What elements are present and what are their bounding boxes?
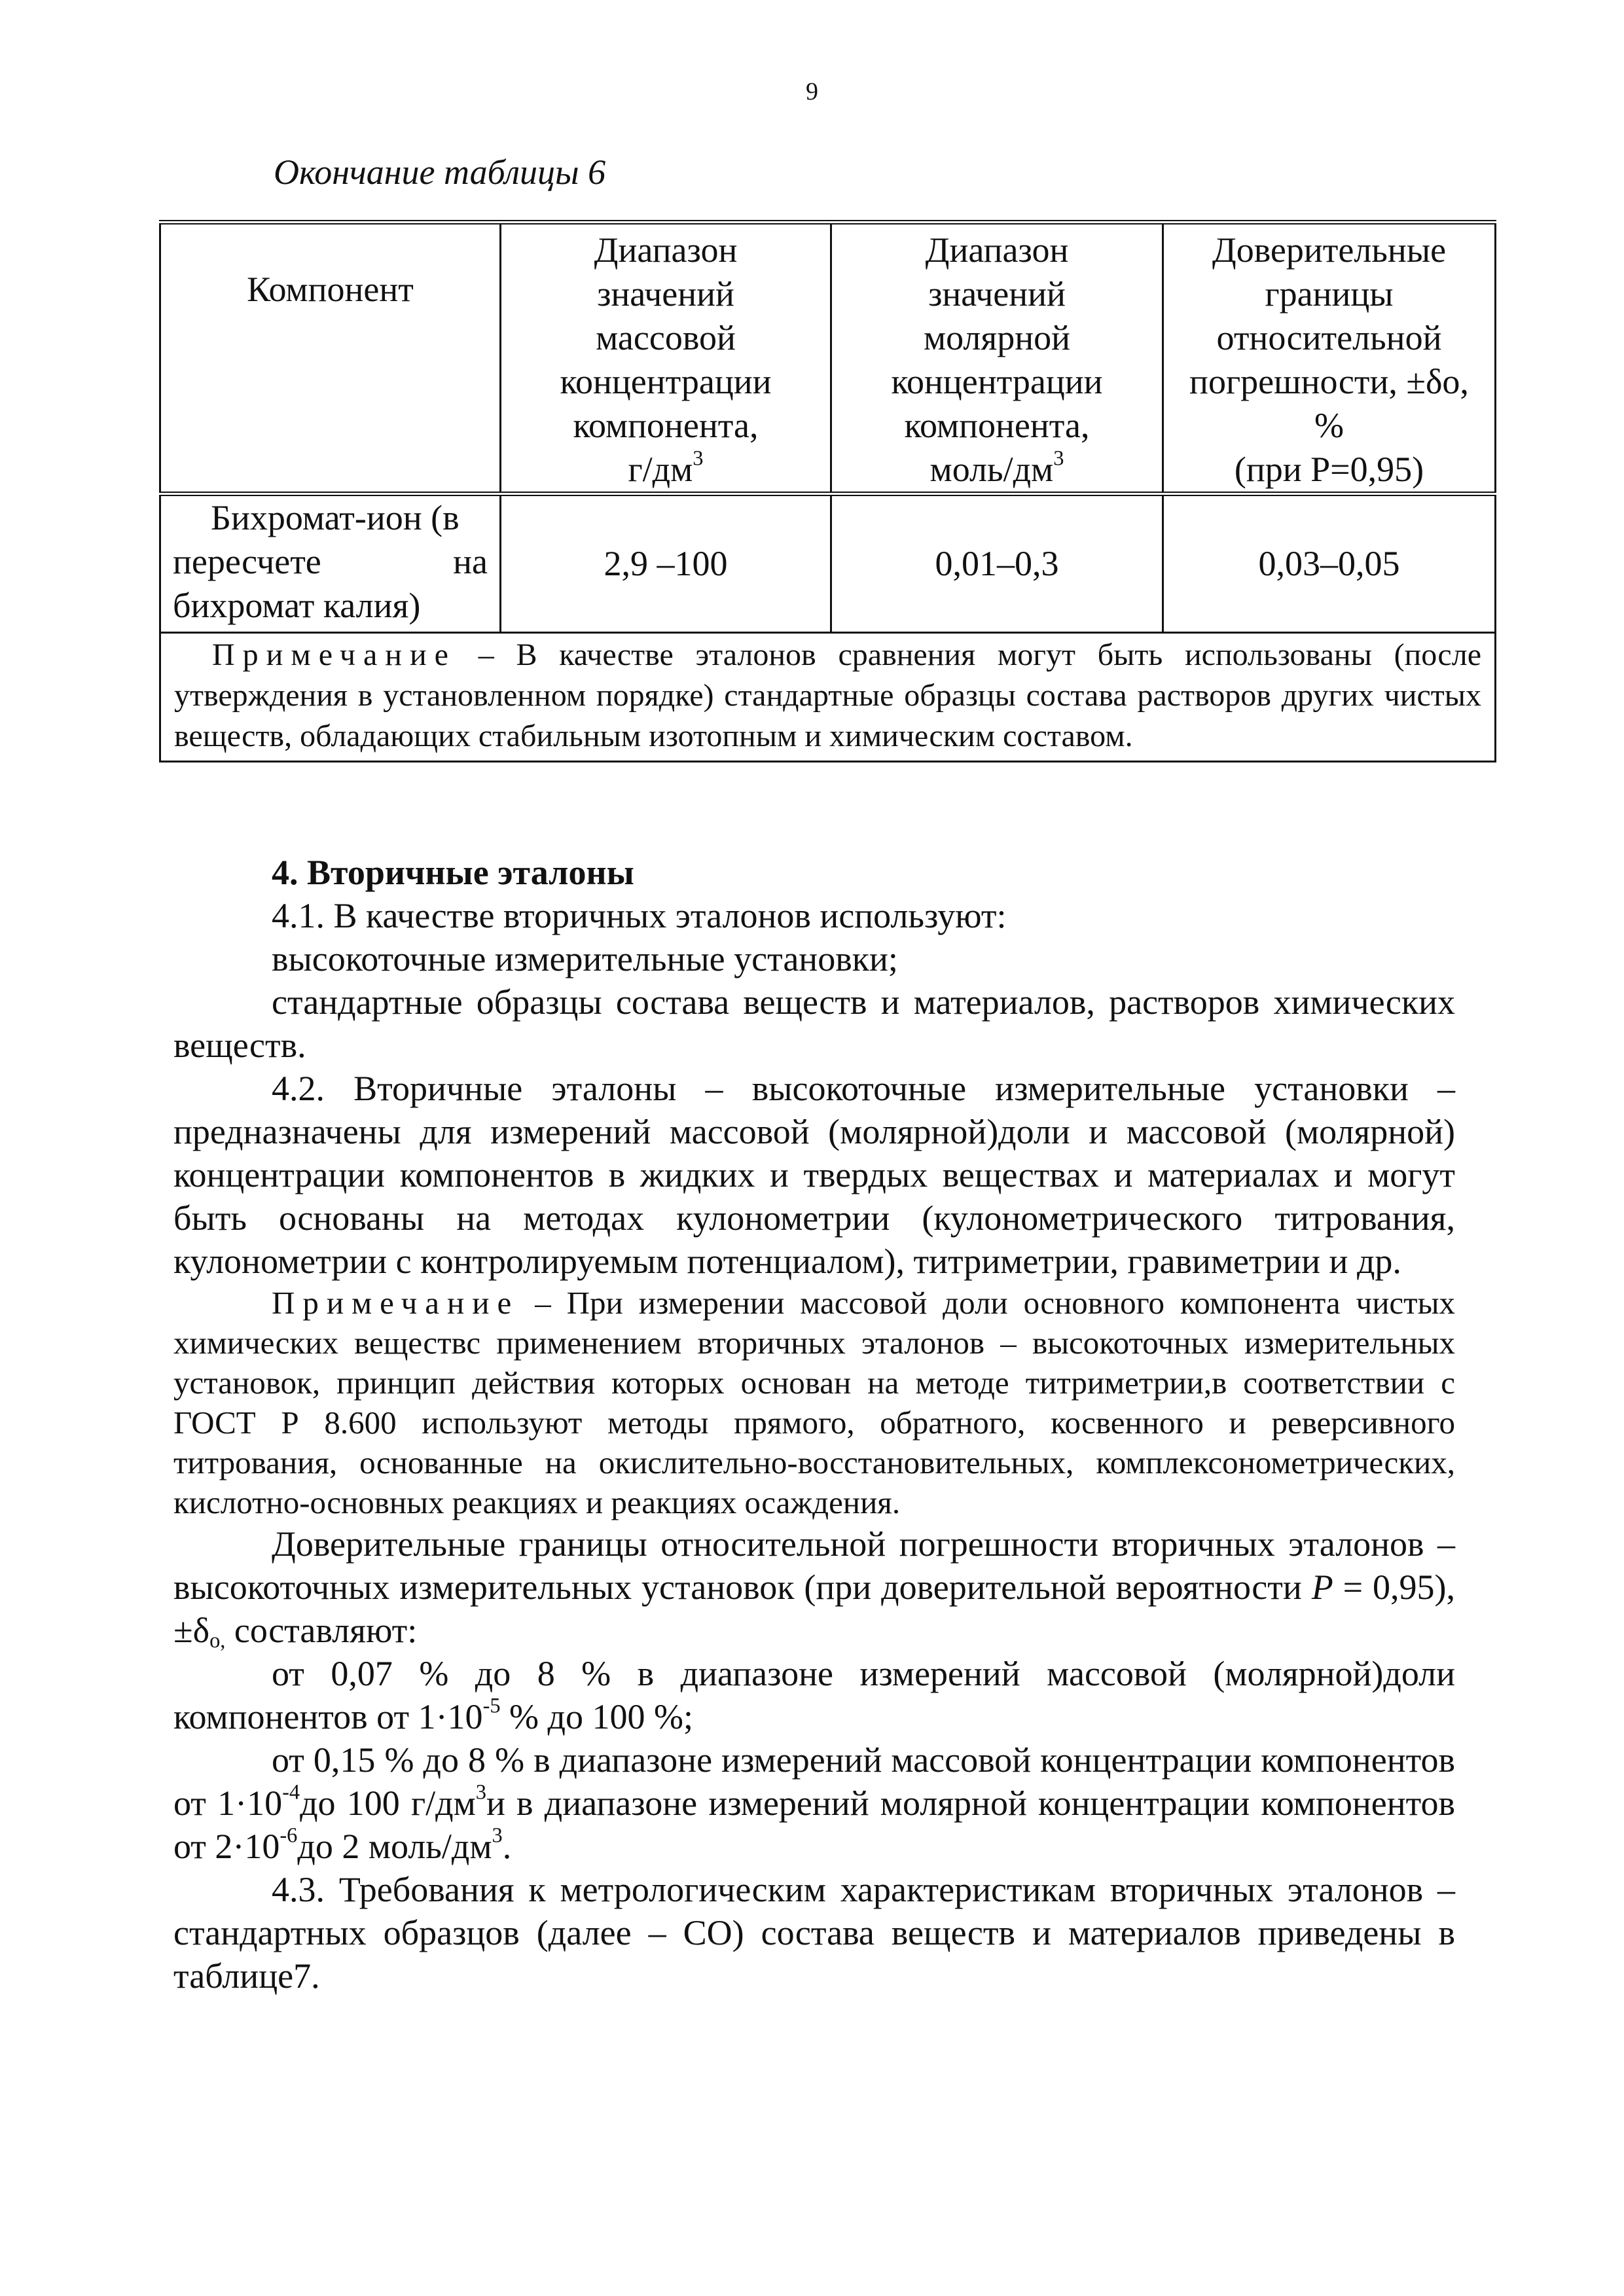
header-molar-range-line: концентрации <box>891 362 1103 401</box>
note-label: Примечание <box>212 637 456 672</box>
header-confidence-line: Доверительные <box>1212 230 1447 270</box>
header-component <box>160 223 501 494</box>
paragraph-mass-fraction-range: от 0,07 % до 8 % в диапазоне измерений массовой (молярной)доли компонентов от $1\cdot 10^{-5}$ % до 100 %; <box>173 1654 1455 1736</box>
cell-confidence: 0,03–0,05 <box>1163 494 1496 633</box>
section-note <box>173 1283 1455 1522</box>
header-confidence <box>1163 223 1496 494</box>
paragraph-list-item: стандартные образцы состава веществ и материалов, растворов химических веществ. <box>173 982 1455 1065</box>
cell-mass-range: 2,9 –100 <box>501 494 831 633</box>
header-molar-range-line: Диапазон <box>925 230 1069 270</box>
header-mass-range <box>501 223 831 494</box>
cell-component-line: Бихромат-ион (в <box>211 498 460 537</box>
section-4 <box>173 851 1455 1998</box>
table-note <box>160 633 1496 762</box>
header-molar-range-line: молярной <box>923 318 1071 357</box>
header-mass-range-line: значений <box>597 274 734 314</box>
cell-component-line: пересчете на <box>173 542 488 581</box>
table-6 <box>159 220 1496 762</box>
cell-component-line: бихромат калия) <box>173 586 421 625</box>
header-molar-range-line: значений <box>928 274 1066 314</box>
note-text: – В качестве эталонов сравнения могут быть использованы (после утверждения в установленном порядке) стандартные образцы состава растворов других чистых веществ, обладающих стабильным изотопным и химическим составом. <box>174 637 1481 753</box>
table-header-row <box>160 223 1496 494</box>
header-confidence-line: относительной <box>1216 318 1442 357</box>
table-row <box>160 494 1496 633</box>
header-mass-range-unit: $г/дм^3$ <box>628 446 704 489</box>
header-molar-range <box>831 223 1163 494</box>
header-mass-range-line: массовой <box>596 318 736 357</box>
header-confidence-line: (при Р=0,95) <box>1234 450 1424 489</box>
header-molar-range-unit: моль/$дм^3$ <box>929 446 1064 489</box>
paragraph-4-1: 4.1. В качестве вторичных эталонов используют: <box>272 896 1007 935</box>
page-number: 9 <box>806 78 818 105</box>
cell-component <box>160 494 501 633</box>
header-component-label: Компонент <box>247 270 414 309</box>
table-caption: Окончание таблицы 6 <box>274 152 606 192</box>
header-mass-range-line: Диапазон <box>594 230 738 270</box>
paragraph-list-item: высокоточные измерительные установки; <box>272 939 898 978</box>
paragraph-concentration-range: от 0,15 % до 8 % в диапазоне измерений массовой концентрации компонентов от $1\cdot 10^{-4}до$ 100 $г/дм^3и$ в диапазоне измерений молярной концентрации компонентов от $2\cdot 10^{-6}до$ 2 моль/$дм^3$. <box>173 1740 1456 1866</box>
header-mass-range-line: концентрации <box>560 362 772 401</box>
cell-molar-range: 0,01–0,3 <box>831 494 1163 633</box>
header-molar-range-line: компонента, <box>904 406 1090 445</box>
header-confidence-line: границы <box>1265 274 1394 314</box>
section-note-label: Примечание <box>272 1285 520 1321</box>
section-note-text: – При измерении массовой доли основного компонента чистых химических веществс применением вторичных эталонов – высокоточных измерительных установок, принцип действия которых основан на методе титриметрии,в соответствии с ГОСТ Р 8.600 используют методы прямого, обратного, косвенного и реверсивного титрования, основанные на окислительно-восстановительных, комплексонометрических, кислотно-основных реакциях и реакциях осаждения. <box>173 1285 1455 1520</box>
paragraph-4-3: 4.3. Требования к метрологическим характеристикам вторичных эталонов – стандартных образцов (далее – СО) состава веществ и материалов приведены в таблице7. <box>173 1870 1455 1996</box>
header-confidence-line: % <box>1314 406 1344 445</box>
section-title: 4. Вторичные эталоны <box>272 853 634 892</box>
header-mass-range-line: компонента, <box>573 406 759 445</box>
table-note-row <box>160 633 1496 762</box>
paragraph-4-2: 4.2. Вторичные эталоны – высокоточные измерительные установки – предназначены для измерений массовой (молярной)доли и массовой (молярной) концентрации компонентов в жидких и твердых веществах и материалах и могут быть основаны на методах кулонометрии (кулонометрического титрования, кулонометрии с контролируемым потенциалом), титриметрии, гравиметрии и др. <box>173 1069 1455 1281</box>
header-confidence-line: погрешности, ±δо, <box>1189 362 1469 401</box>
paragraph-confidence: Доверительные границы относительной погрешности вторичных эталонов – высокоточных измерительных установок (при доверительной вероятности P = 0,95), $\pm\delta_{о,}$ составляют: <box>173 1524 1455 1653</box>
